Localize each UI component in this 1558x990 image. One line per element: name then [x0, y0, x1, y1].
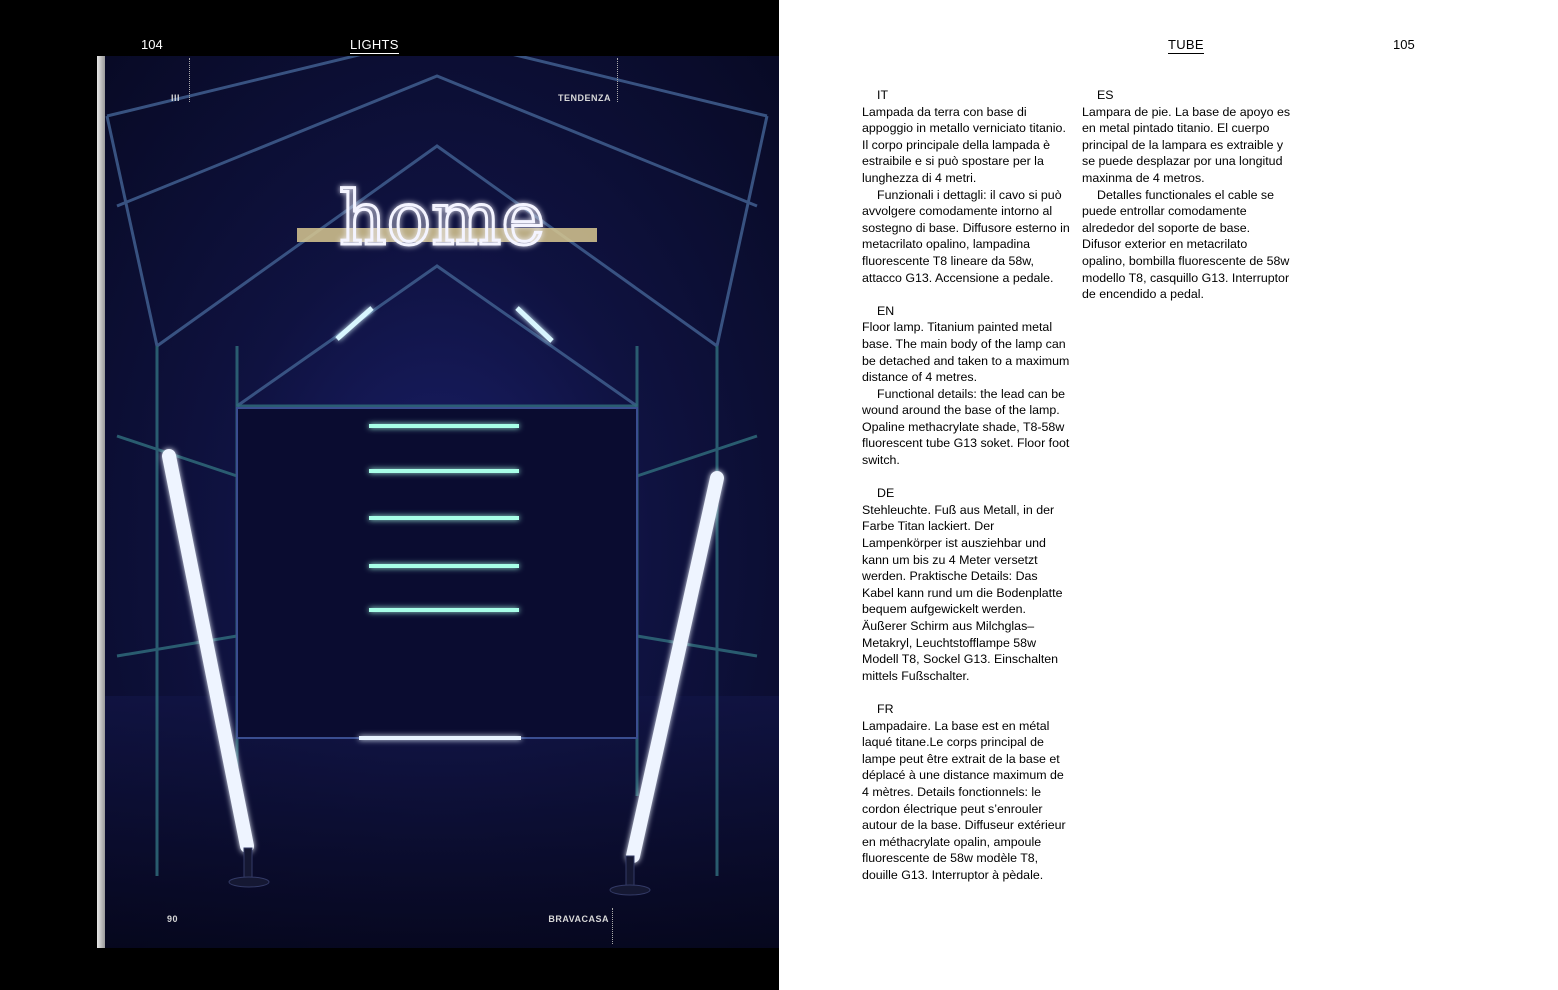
language-block	[1082, 87, 1292, 303]
page-number-left: 104	[141, 37, 163, 52]
body-paragraph: Lampadaire. La base est en métal laqué titane.Le corps principal de lampe peut être extrait de la base et déplacé à une distance maximum de 4 mètres. Details fonctionnels: le cordon électrique peut s’enrouler autour de la base. Diffuseur extérieur en méthacrylate opalin, ampoule fluorescente de 58w modèle T8, douille G13. Interruptor à pèdale.	[862, 718, 1066, 882]
body-paragraph: Stehleuchte. Fuß aus Metall, in der Farbe Titan lackiert. Der Lampenkörper ist ausziehbar und kann um bis zu 4 Meter versetzt werden. Praktische Details: Das Kabel kann rund um die Bodenplatte bequem aufgewickelt werden. Äußerer Schirm aus Milchglas–Metakryl, Leuchtstofflampe 58w Modell T8, Sockel G13. Einschalten mittels Fußschalter.	[862, 502, 1063, 683]
magazine-page-number: 90	[167, 914, 179, 924]
magazine-tag-bottom-right: BRAVACASA	[548, 914, 609, 924]
neon-room-illustration	[97, 56, 779, 948]
text-column-2	[1082, 87, 1292, 319]
magazine-page-edge	[97, 56, 105, 948]
language-block	[862, 303, 1072, 469]
language-label: FR	[877, 701, 894, 716]
body-paragraph: Lampara de pie. La base de apoyo es en metal pintado titanio. El cuerpo principal de la lampara es extraible y se puede desplazar por una longitud maxinma de 4 metros.	[1082, 104, 1291, 185]
body-paragraph: Detalles functionales el cable se puede entrollar comodamente alrededor del soporte de base. Difusor exterior en metacrilato opalino, bombilla fluorescente de 58w modello T8, casquillo G13. Interruptor de encendido a pedal.	[1082, 187, 1290, 302]
language-label: DE	[877, 486, 895, 501]
body-paragraph: Functional details: the lead can be wound around the base of the lamp. Opaline methacrylate shade, T8-58w fluorescent tube G13 soket. Floor foot switch.	[862, 386, 1070, 468]
text-column-1	[862, 87, 1072, 900]
dotted-rule	[612, 908, 613, 944]
language-label: IT	[877, 88, 889, 102]
language-block	[862, 701, 1072, 884]
dotted-rule	[617, 58, 618, 102]
magazine-photo	[97, 56, 779, 948]
neon-sign-text: home	[338, 176, 546, 262]
section-title-right: TUBE	[1168, 37, 1204, 52]
body-paragraph: Lampada da terra con base di appoggio in metallo verniciato titanio. Il corpo principale della lampada è estraibile e si può spostare per la lunghezza di 4 metri.	[862, 104, 1066, 185]
magazine-tag-top-right: TENDENZA	[558, 93, 611, 103]
language-block	[862, 485, 1072, 684]
dotted-rule	[189, 58, 190, 102]
body-paragraph: Funzionali i dettagli: il cavo si può avvolgere comodamente intorno al sostegno di base. Diffusore esterno in metacrilato opalino, lampadina fluorescente T8 lineare da 58w, attacco G13. Accensione a pedale.	[862, 187, 1070, 285]
language-label: EN	[877, 303, 895, 318]
section-title-left: LIGHTS	[350, 37, 399, 52]
magazine-tag-top-left: III	[171, 93, 181, 103]
body-paragraph: Floor lamp. Titanium painted metal base. The main body of the lamp can be detached and taken to a maximum distance of 4 metres.	[862, 320, 1070, 385]
language-label: ES	[1097, 88, 1114, 102]
page-number-right: 105	[1393, 37, 1415, 52]
language-block	[862, 87, 1072, 286]
